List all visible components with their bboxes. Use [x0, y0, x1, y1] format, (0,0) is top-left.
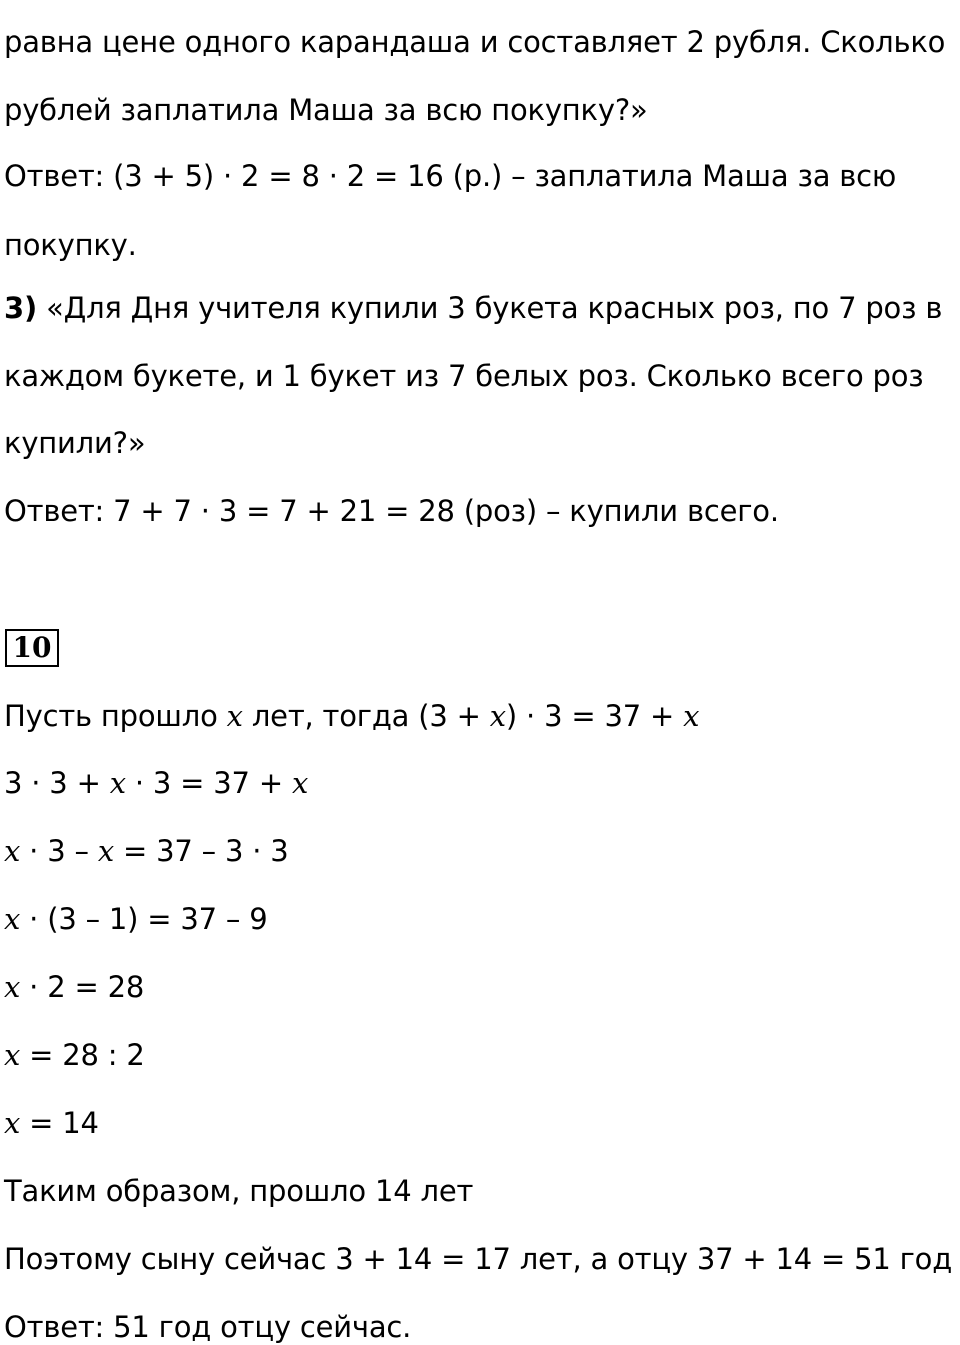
variable-x: x — [4, 1038, 21, 1072]
variable-x: x — [291, 766, 309, 800]
solution-line — [4, 969, 144, 1005]
text: Ответ: 51 год отцу сейчас. — [4, 1310, 412, 1344]
variable-x: x — [4, 834, 21, 868]
text: лет, тогда (3 + — [242, 699, 490, 733]
text: каждом букете, и 1 букет из 7 белых роз. Сколько всего роз — [4, 359, 924, 393]
solution-line — [4, 1105, 99, 1141]
task-number-box — [5, 629, 59, 667]
answer-line — [4, 1309, 411, 1345]
text-line — [4, 24, 945, 60]
text: рублей заплатила Маша за всю покупку?» — [4, 93, 648, 127]
solution-line — [4, 1173, 473, 1209]
problem-label: 3) — [4, 291, 38, 325]
text: Пусть прошло — [4, 699, 227, 733]
variable-x: x — [226, 699, 243, 733]
variable-x: x — [489, 699, 506, 733]
answer-line — [4, 227, 137, 263]
text: Ответ: 7 + 7 · 3 = 7 + 21 = 28 (роз) – купили всего. — [4, 494, 779, 528]
text: «Для Дня учителя купили 3 букета красных роз, по 7 роз в — [37, 291, 943, 325]
text: · 2 = 28 — [20, 970, 145, 1004]
text: · 3 = 37 + — [125, 766, 292, 800]
text: · (3 – 1) = 37 – 9 — [20, 902, 268, 936]
text: Таким образом, прошло 14 лет — [4, 1174, 474, 1208]
text-line — [4, 425, 145, 461]
text-line — [4, 92, 648, 128]
variable-x: x — [4, 1106, 21, 1140]
answer-line — [4, 493, 779, 529]
text: Ответ: (3 + 5) · 2 = 8 · 2 = 16 (р.) – заплатила Маша за всю — [4, 159, 897, 193]
variable-x: x — [4, 970, 21, 1004]
answer-line — [4, 158, 896, 194]
text: 3 · 3 + — [4, 766, 110, 800]
text: · 3 – — [20, 834, 98, 868]
solution-line — [4, 901, 268, 937]
solution-line — [4, 765, 308, 801]
text: = 37 – 3 · 3 — [113, 834, 289, 868]
variable-x: x — [109, 766, 126, 800]
text: покупку. — [4, 228, 137, 262]
problem-3-line — [4, 290, 942, 326]
text-line — [4, 358, 924, 394]
text: = 14 — [20, 1106, 99, 1140]
text: Поэтому сыну сейчас 3 + 14 = 17 лет, а отцу 37 + 14 = 51 год — [4, 1242, 953, 1276]
text: ) · 3 = 37 + — [505, 699, 684, 733]
text: = 28 : 2 — [20, 1038, 145, 1072]
text: равна цене одного карандаша и составляет 2 рубля. Сколько — [4, 25, 946, 59]
variable-x: x — [4, 902, 21, 936]
solution-line — [4, 1037, 145, 1073]
variable-x: x — [683, 699, 700, 733]
solution-line — [4, 833, 289, 869]
solution-line — [4, 698, 699, 734]
solution-line — [4, 1241, 952, 1277]
task-number: 10 — [12, 631, 52, 664]
text: купили?» — [4, 426, 146, 460]
variable-x: x — [97, 834, 114, 868]
